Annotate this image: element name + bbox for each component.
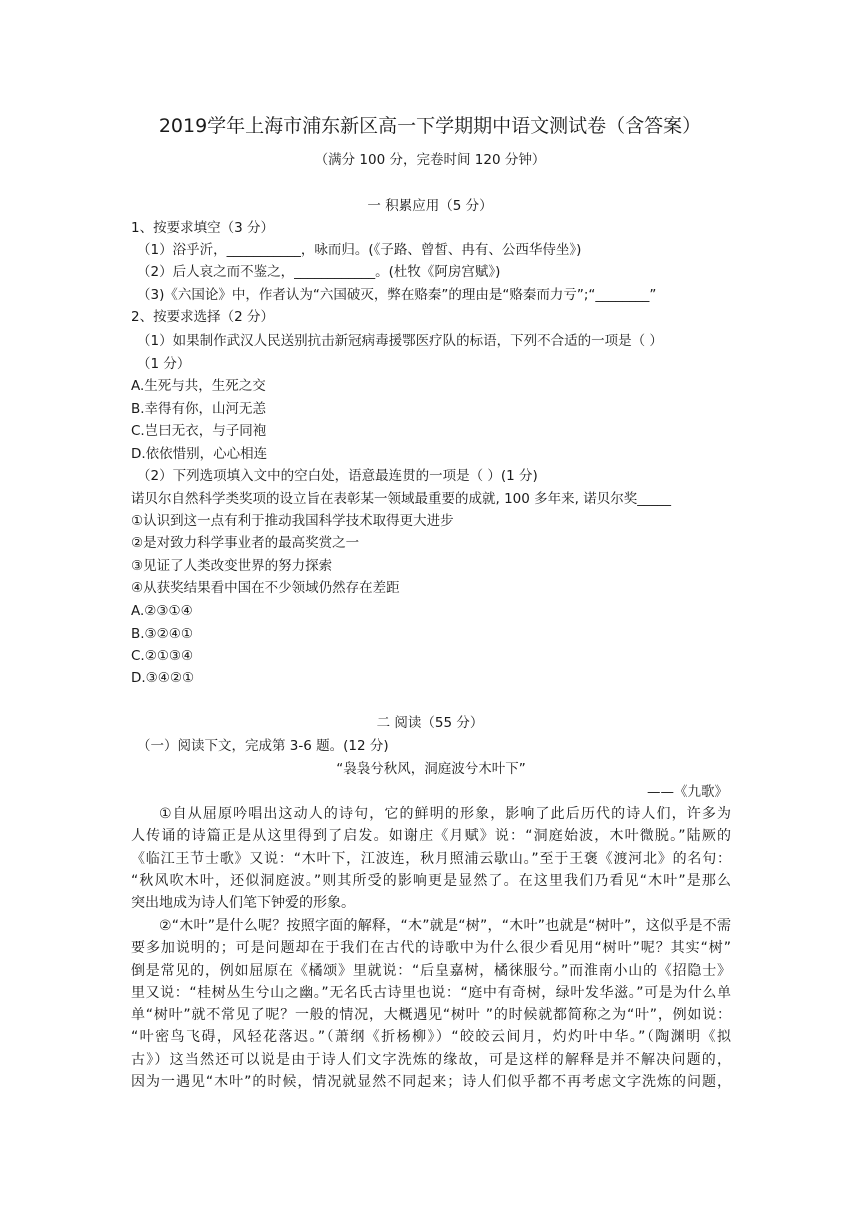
question-2-stem: 2、按要求选择（2 分）: [131, 309, 274, 325]
option-item: D.③④②①: [131, 670, 195, 686]
paragraph-line: 里又说：“桂树丛生兮山之幽。”无名氏古诗里也说：“庭中有奇树，绿叶发华滋。”可是为什么单: [131, 984, 731, 1001]
question-1-item: （3)《六国论》中，作者认为“六国破灭，弊在赂秦”的理由是“赂秦而力亏”;“________”: [137, 287, 657, 303]
paragraph-line: 古》）这当然还可以说是由于诗人们文字洗炼的缘故，可是这样的解释是并不解决问题的，: [131, 1051, 731, 1068]
paragraph-line: 倒是常见的，例如屈原在《橘颂》里就说：“后皇嘉树，橘徕服兮。”而淮南小山的《招隐士》: [131, 962, 731, 979]
document-title: 2019学年上海市浦东新区高一下学期期中语文测试卷（含答案）: [158, 115, 702, 137]
sentence-item: ①认识到这一点有利于推动我国科学技术取得更大进步: [131, 513, 454, 529]
option-item: C.②①③④: [131, 648, 194, 664]
paragraph-line: “秋风吹木叶，还似洞庭波。”则其所受的影响更是显然了。在这里我们乃看见“木叶”是那么: [131, 872, 731, 889]
question-2-sub2-passage: 诺贝尔自然科学类奖项的设立旨在表彰某一领域最重要的成就, 100 多年来, 诺贝尔奖_____: [131, 491, 671, 507]
option-item: D.依依惜别，心心相连: [131, 446, 268, 462]
question-1-stem: 1、按要求填空（3 分）: [131, 220, 274, 236]
paragraph-line: ②“木叶”是什么呢？按照字面的解释，“木”就是“树”，“木叶”也就是“树叶”，这似乎是不需: [159, 918, 731, 934]
paragraph-line: ①自从屈原吟唱出这动人的诗句，它的鲜明的形象，影响了此后历代的诗人们，许多为: [159, 806, 731, 822]
article-paragraph-1: [131, 803, 731, 914]
question-2-sub1-score: （1 分）: [137, 356, 191, 372]
sentence-item: ②是对致力科学事业者的最高奖赏之一: [131, 535, 360, 551]
question-2-sub1: （1）如果制作武汉人民送别抗击新冠病毒援鄂医疗队的标语，下列不合适的一项是（ ）: [137, 333, 663, 349]
question-1-item: （1）浴乎沂，___________，咏而归。(《子路、曾皙、冉有、公西华侍坐》): [137, 242, 582, 258]
option-item: B.③②④①: [131, 626, 193, 642]
article-source: ——《九歌》: [647, 784, 728, 800]
sentence-item: ③见证了人类改变世界的努力探索: [131, 558, 333, 574]
paragraph-line: 因为一遇见“木叶”的时候，情况就显然不同起来；诗人们似乎都不再考虑文字洗炼的问题，: [131, 1074, 731, 1091]
paragraph-line: 要多加说明的；可是问题却在于我们在古代的诗歌中为什么很少看见用“树叶”呢？其实“树”: [131, 940, 731, 957]
question-2-sub2: （2）下列选项填入文中的空白处，语意最连贯的一项是（ ）(1 分): [137, 468, 538, 484]
article-title: “袅袅兮秋风，洞庭波兮木叶下”: [336, 761, 526, 777]
option-item: A.生死与共，生死之交: [131, 378, 266, 394]
paragraph-line: “叶密鸟飞碍，风轻花落迟。”（萧纲《折杨柳》）“皎皎云间月，灼灼叶中华。”（陶渊明《拟: [131, 1029, 731, 1046]
sentence-item: ④从获奖结果看中国在不少领域仍然存在差距: [131, 580, 400, 596]
section-heading-accumulation: 一 积累应用（5 分）: [367, 198, 493, 214]
paragraph-line: 单“树叶”就不常见了呢？一般的情况，大概遇见“树叶 ”的时候就都简称之为“叶”，例如说：: [131, 1007, 731, 1024]
paragraph-line: 突出地成为诗人们笔下钟爱的形象。: [131, 895, 355, 912]
section-heading-reading: 二 阅读（55 分）: [376, 715, 484, 731]
paragraph-line: 人传诵的诗篇正是从这里得到了启发。如谢庄《月赋》说：“洞庭始波，木叶微脱。”陆厥的: [131, 828, 731, 845]
option-item: A.②③①④: [131, 603, 193, 619]
option-item: B.幸得有你，山河无恙: [131, 401, 267, 417]
question-1-item: （2）后人哀之而不鉴之，____________。(杜牧《阿房宫赋》): [137, 264, 501, 280]
article-paragraph-2: [131, 915, 731, 1093]
reading-part-1-intro: （一）阅读下文，完成第 3-6 题。(12 分): [137, 738, 389, 754]
paragraph-line: 《临江王节士歌》又说：“木叶下，江波连，秋月照浦云歇山。”至于王褒《渡河北》的名句：: [131, 850, 731, 867]
option-item: C.岂曰无衣，与子同袍: [131, 423, 267, 439]
document-subtitle: （满分 100 分，完卷时间 120 分钟）: [314, 152, 546, 168]
